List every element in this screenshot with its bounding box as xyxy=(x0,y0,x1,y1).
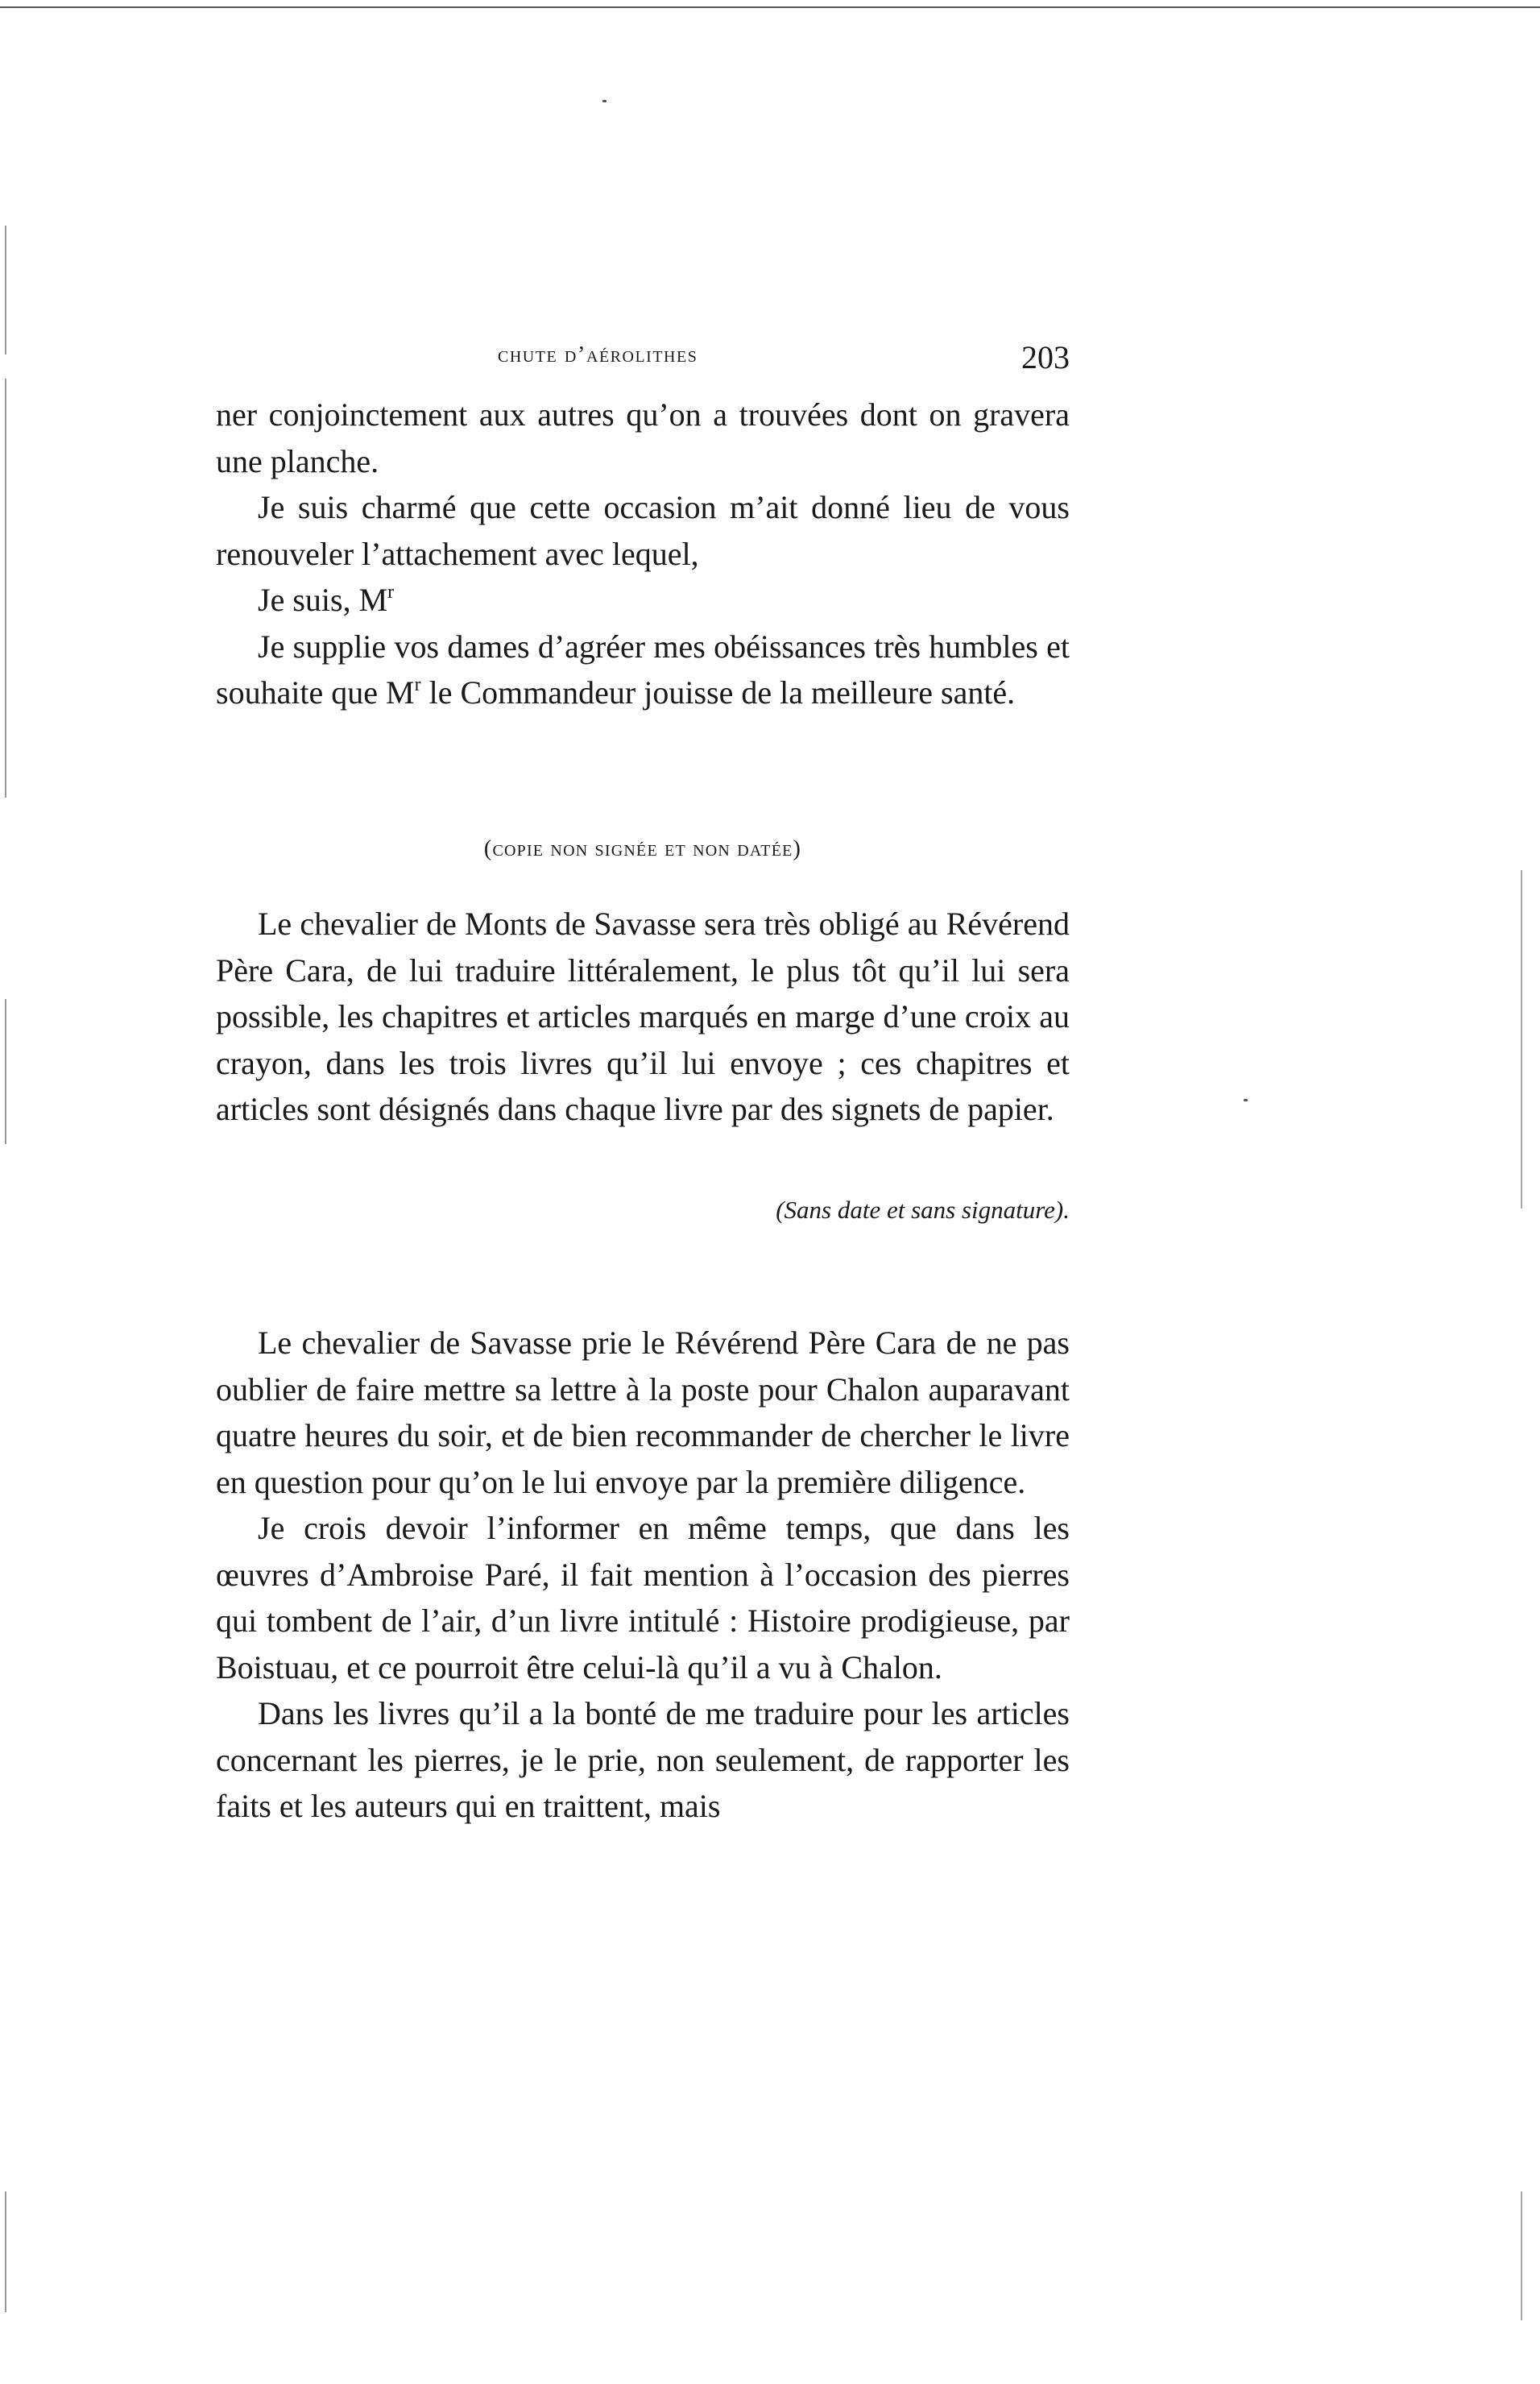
signature-note: (Sans date et sans signature). xyxy=(776,1196,1070,1224)
note-one xyxy=(216,901,1070,1133)
scan-left-edge xyxy=(5,226,6,354)
postscript-text: le Commandeur jouisse de la meilleure santé. xyxy=(420,674,1016,711)
scan-speck xyxy=(1244,1099,1248,1101)
scan-left-edge xyxy=(5,379,6,798)
scan-speck xyxy=(602,100,606,102)
scan-left-edge xyxy=(5,999,6,1144)
text-paragraph: Le chevalier de Monts de Savasse sera très obligé au Révérend Père Cara, de lui traduire littéralement, le plus tôt qu’il lui sera possible, les chapitres et articles marqués en marge d’une croix au crayon, dans les trois livres qu’il lui envoye ; ces chapitres et articles sont désignés dans chaque livre par des signets de papier. xyxy=(216,906,1070,1127)
superscript: r xyxy=(387,582,395,603)
text-paragraph: Dans les livres qu’il a la bonté de me traduire pour les articles concernant les pierres, je le prie, non seulement, de rapporter les faits et les auteurs qui en traittent, mais xyxy=(216,1695,1070,1824)
closing-text: Je suis, M xyxy=(258,582,388,618)
note-two xyxy=(216,1320,1070,1830)
text-paragraph: Je suis charmé que cette occasion m’ait donné lieu de vous renouveler l’attachement avec lequel, xyxy=(216,489,1070,572)
text-paragraph: ner conjoinctement aux autres qu’on a trouvées dont on gravera une planche. xyxy=(216,396,1070,479)
text-paragraph: Je crois devoir l’informer en même temps, que dans les œuvres d’Ambroise Paré, il fait mention à l’occasion des pierres qui tombent de l’air, d’un livre intitulé : Histoire prodigieuse, par Boistuau, et ce pourroit être celui-là qu’il a vu à Chalon. xyxy=(216,1510,1070,1685)
text-paragraph: Le chevalier de Savasse prie le Révérend Père Cara de ne pas oublier de faire mettre sa lettre à la poste pour Chalon auparavant quatre heures du soir, et de bien recommander de chercher le livre en question pour qu’on le lui envoye par la première diligence. xyxy=(216,1325,1070,1500)
section-heading: (copie non signée et non datée) xyxy=(483,836,802,861)
page-number: 203 xyxy=(1021,339,1070,375)
running-title: chute d’aérolithes xyxy=(498,342,698,367)
running-header xyxy=(216,338,1070,387)
letter-postscript xyxy=(216,624,1070,716)
letter-closing xyxy=(216,577,1070,624)
postscript-text: Je supplie vos dames d’agréer mes obéissances très humbles et souhaite que M xyxy=(216,628,1070,711)
letter-continuation xyxy=(216,392,1070,716)
scan-right-edge xyxy=(1521,2191,1522,2320)
scan-top-edge xyxy=(0,6,1540,8)
scan-left-edge xyxy=(5,2191,6,2312)
superscript: r xyxy=(414,674,421,695)
scan-right-edge xyxy=(1521,870,1522,1209)
